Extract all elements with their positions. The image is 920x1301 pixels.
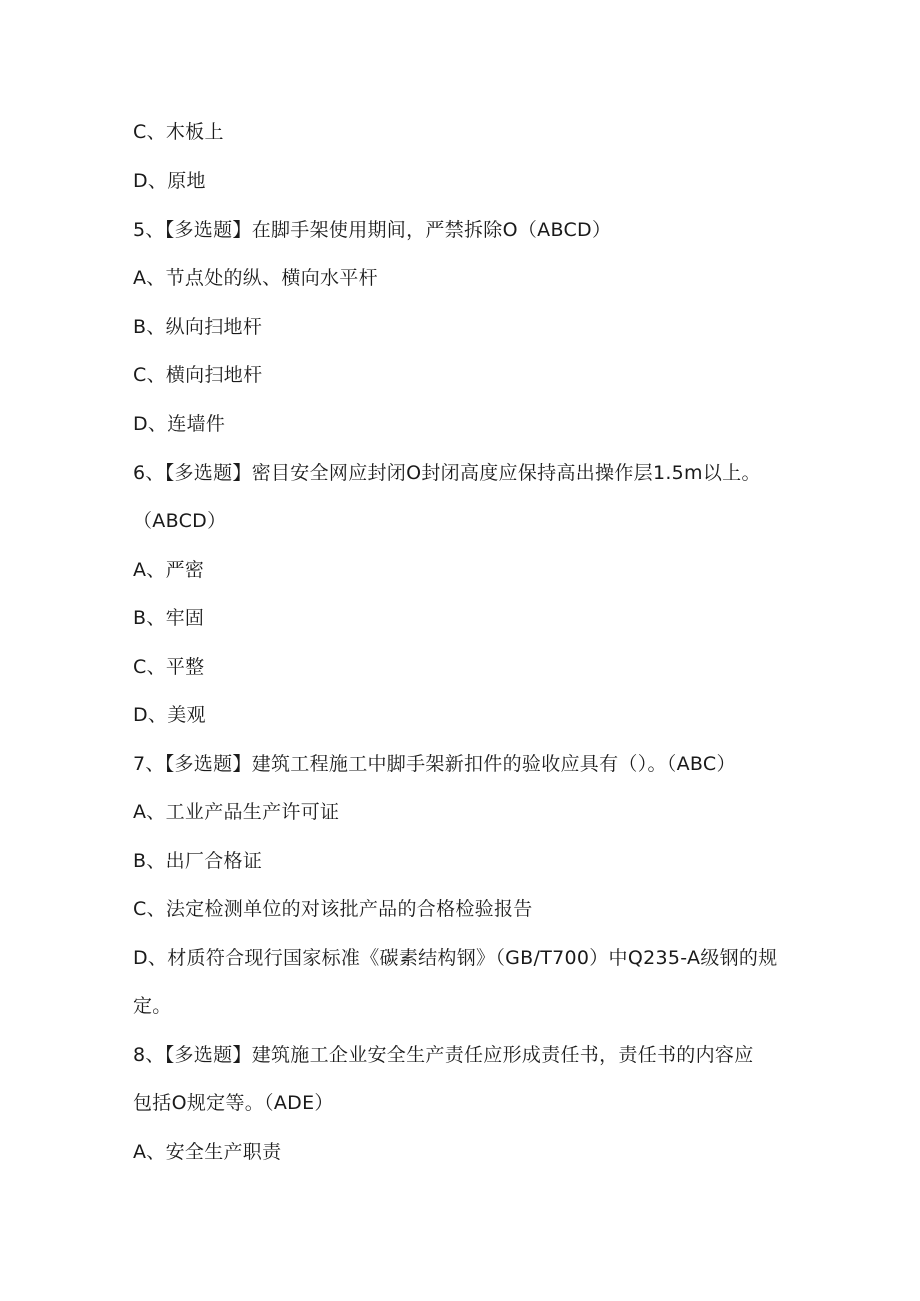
question-5-option-c: C、横向扫地杆 xyxy=(133,364,263,386)
question-7-option-d: D、材质符合现行国家标准《碳素结构钢》（GB/T700）中Q235-A级钢的规 xyxy=(133,947,778,969)
question-6-option-b: B、牢固 xyxy=(133,607,205,629)
question-6-option-a: A、严密 xyxy=(133,559,205,581)
question-6-text: 6、【多选题】密目安全网应封闭O封闭高度应保持高出操作层1.5m以上。 xyxy=(133,462,761,484)
question-8-text-continued: 包括O规定等。（ADE） xyxy=(133,1092,334,1114)
question-7-option-b: B、出厂合格证 xyxy=(133,850,263,872)
question-6-option-d: D、美观 xyxy=(133,704,206,726)
question-5-text: 5、【多选题】在脚手架使用期间，严禁拆除O（ABCD） xyxy=(133,219,612,241)
question-8-text: 8、【多选题】建筑施工企业安全生产责任应形成责任书，责任书的内容应 xyxy=(133,1044,754,1066)
question-7-option-c: C、法定检测单位的对该批产品的合格检验报告 xyxy=(133,898,533,920)
question-5-option-d: D、连墙件 xyxy=(133,413,226,435)
option-d-text: D、原地 xyxy=(133,170,206,192)
question-8-option-a: A、安全生产职责 xyxy=(133,1141,282,1163)
question-7-text: 7、【多选题】建筑工程施工中脚手架新扣件的验收应具有（）。（ABC） xyxy=(133,753,736,775)
option-c-text: C、木板上 xyxy=(133,121,224,143)
question-5-option-a: A、节点处的纵、横向水平杆 xyxy=(133,267,378,289)
question-5-option-b: B、纵向扫地杆 xyxy=(133,316,263,338)
question-7-option-d-continued: 定。 xyxy=(133,995,172,1017)
question-6-option-c: C、平整 xyxy=(133,656,205,678)
question-7-option-a: A、工业产品生产许可证 xyxy=(133,801,340,823)
question-6-answer: （ABCD） xyxy=(133,510,227,532)
